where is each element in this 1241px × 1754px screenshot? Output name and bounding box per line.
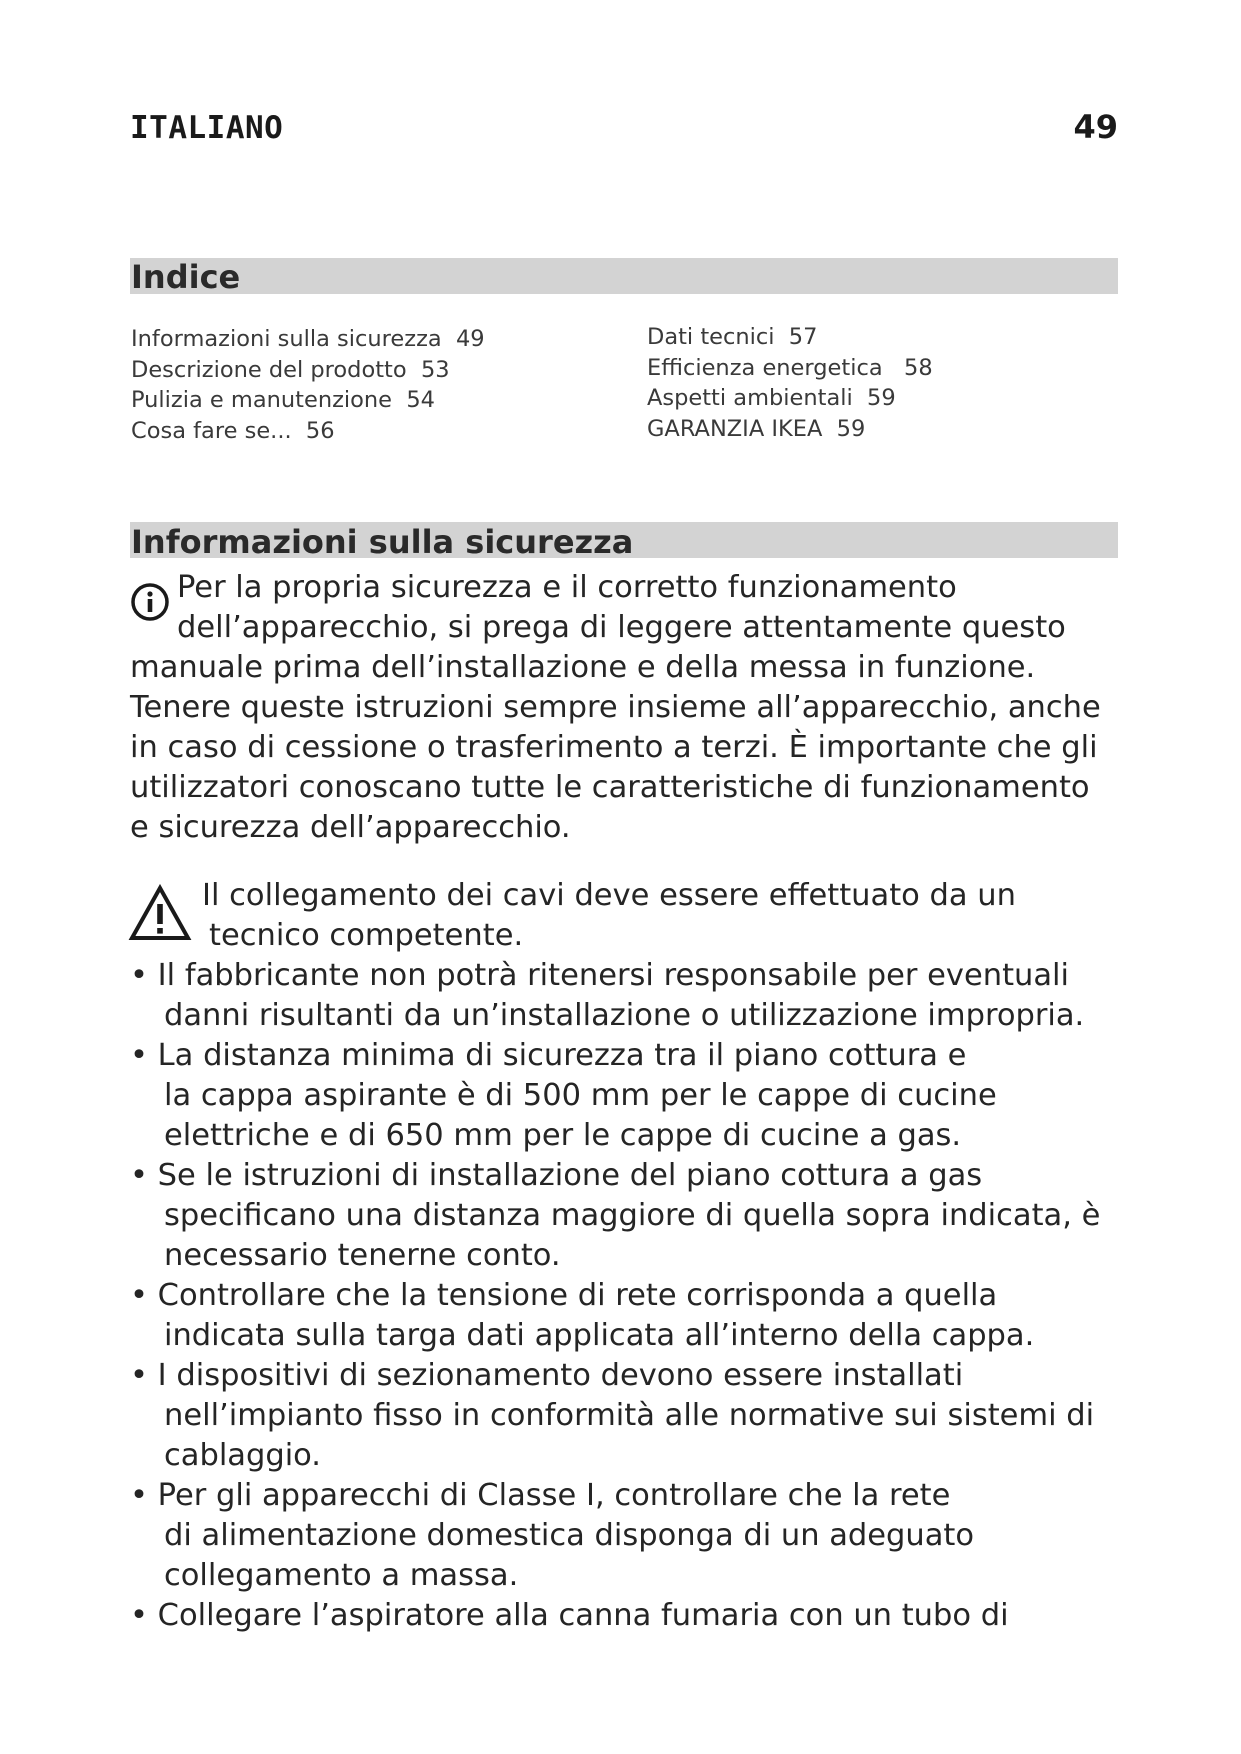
toc-item[interactable]: Cosa fare se... 56 bbox=[131, 417, 335, 444]
toc-item[interactable]: Aspetti ambientali 59 bbox=[647, 385, 896, 411]
page-number: 49 bbox=[1073, 108, 1118, 146]
safety-warning-paragraph bbox=[130, 876, 1016, 956]
list-item: • Se le istruzioni di installazione del piano cottura a gas bbox=[130, 1158, 983, 1193]
toc-item[interactable]: Pulizia e manutenzione 54 bbox=[131, 387, 435, 413]
toc-item[interactable]: Dati tecnici 57 bbox=[647, 324, 818, 350]
list-item-continuation: collegamento a massa. bbox=[164, 1558, 519, 1593]
text-line: manuale prima dell’installazione e della messa in funzione. bbox=[130, 650, 1036, 685]
list-item: • Per gli apparecchi di Classe I, controllare che la rete bbox=[130, 1478, 951, 1513]
text-line: in caso di cessione o trasferimento a terzi. È importante che gli bbox=[130, 730, 1098, 765]
list-item: • La distanza minima di sicurezza tra il piano cottura e bbox=[130, 1038, 967, 1073]
list-item-continuation: nell’impianto fisso in conformità alle normative sui sistemi di bbox=[164, 1398, 1095, 1433]
safety-heading: Informazioni sulla sicurezza bbox=[131, 523, 634, 561]
list-item: • Controllare che la tensione di rete corrisponda a quella bbox=[130, 1278, 998, 1313]
toc-left-column bbox=[131, 324, 485, 446]
index-heading-bar bbox=[130, 258, 1118, 294]
toc-item[interactable]: GARANZIA IKEA 59 bbox=[647, 415, 866, 442]
list-item-continuation: di alimentazione domestica disponga di un adeguato bbox=[164, 1518, 975, 1553]
header-language: ITALIANO bbox=[130, 110, 284, 146]
text-line: dell’apparecchio, si prega di leggere attentamente questo bbox=[177, 610, 1066, 645]
toc-item[interactable]: Descrizione del prodotto 53 bbox=[131, 356, 450, 383]
text-line: Tenere queste istruzioni sempre insieme all’apparecchio, anche bbox=[130, 690, 1101, 725]
list-item-continuation: specificano una distanza maggiore di quella sopra indicata, è bbox=[164, 1198, 1101, 1233]
text-line: e sicurezza dell’apparecchio. bbox=[130, 810, 571, 845]
list-item: • I dispositivi di sezionamento devono essere installati bbox=[130, 1358, 964, 1393]
safety-bullet-list bbox=[130, 956, 1100, 1636]
index-heading: Indice bbox=[131, 258, 241, 296]
list-item-continuation: la cappa aspirante è di 500 mm per le cappe di cucine bbox=[164, 1078, 997, 1113]
list-item-continuation: elettriche e di 650 mm per le cappe di cucine a gas. bbox=[164, 1118, 962, 1153]
toc-item[interactable]: Efficienza energetica 58 bbox=[647, 354, 933, 381]
list-item: • Collegare l’aspiratore alla canna fumaria con un tubo di bbox=[130, 1598, 1009, 1633]
list-item-continuation: danni risultanti da un’installazione o utilizzazione impropria. bbox=[164, 998, 1085, 1033]
text-line: Il collegamento dei cavi deve essere effettuato da un bbox=[202, 878, 1016, 913]
text-line: Per la propria sicurezza e il corretto funzionamento bbox=[177, 570, 957, 605]
list-item-continuation: indicata sulla targa dati applicata all’interno della cappa. bbox=[164, 1318, 1035, 1353]
list-item-continuation: cablaggio. bbox=[164, 1438, 321, 1473]
text-line: utilizzatori conoscano tutte le caratteristiche di funzionamento bbox=[130, 770, 1090, 805]
toc-right-column bbox=[647, 322, 933, 444]
safety-info-paragraph bbox=[130, 568, 1101, 848]
toc-item[interactable]: Informazioni sulla sicurezza 49 bbox=[131, 326, 485, 352]
text-line: tecnico competente. bbox=[209, 918, 524, 953]
list-item: • Il fabbricante non potrà ritenersi responsabile per eventuali bbox=[130, 958, 1069, 993]
list-item-continuation: necessario tenerne conto. bbox=[164, 1238, 561, 1273]
